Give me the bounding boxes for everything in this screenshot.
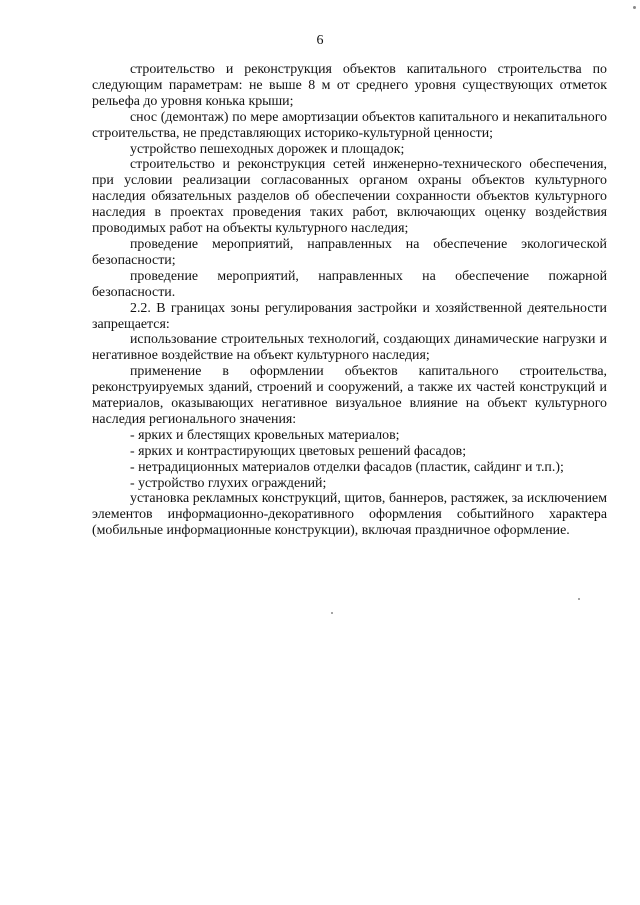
- list-item-facade-colors: - ярких и контрастирующих цветовых решений фасадов;: [130, 443, 467, 459]
- scan-speck: [578, 598, 580, 600]
- paragraph-walkways: устройство пешеходных дорожек и площадок;: [130, 141, 405, 157]
- page-number: 6: [316, 33, 324, 48]
- paragraph-advertising: установка рекламных конструкций, щитов, баннеров, растяжек, за исключением элементов информационно-декоративного оформления событийного характера (мобильные информационные конструкции), включая праздничное оформление.: [92, 491, 607, 539]
- paragraph-building-technologies: использование строительных технологий, создающих динамические нагрузки и негативное воздействие на объект культурного наследия;: [92, 332, 607, 364]
- paragraph-section-2-2: 2.2. В границах зоны регулирования застройки и хозяйственной деятельности запрещается:: [92, 300, 607, 332]
- list-item-solid-fences: - устройство глухих ограждений;: [130, 475, 327, 491]
- paragraph-ecological-safety: проведение мероприятий, направленных на обеспечение экологической безопасности;: [92, 236, 607, 268]
- list-item-facade-materials: - нетрадиционных материалов отделки фасадов (пластик, сайдинг и т.п.);: [130, 459, 564, 475]
- paragraph-materials-usage: применение в оформлении объектов капитального строительства, реконструируемых зданий, строений и сооружений, а также их частей конструкций и материалов, оказывающих негативное визуальное влияние на объект культурного наследия регионального значения:: [92, 364, 607, 427]
- paragraph-fire-safety: проведение мероприятий, направленных на обеспечение пожарной безопасности.: [92, 268, 607, 300]
- document-body: [92, 62, 607, 539]
- paragraph-demolition: снос (демонтаж) по мере амортизации объектов капитального и некапитального строительства, не представляющих историко-культурной ценности;: [92, 109, 607, 141]
- scan-speck: [331, 612, 333, 614]
- scan-speck: [633, 6, 636, 9]
- list-item-roofing: - ярких и блестящих кровельных материалов;: [130, 427, 400, 443]
- paragraph-construction-parameters: строительство и реконструкция объектов капитального строительства по следующим параметрам: не выше 8 м от среднего уровня существующих отметок рельефа до уровня конька крыши;: [92, 62, 607, 109]
- paragraph-engineering-networks: строительство и реконструкция сетей инженерно-технического обеспечения, при условии реализации согласованных органом охраны объектов культурного наследия обязательных разделов об обеспечении сохранности объектов культурного наследия в проектах проведения таких работ, включающих оценку воздействия проводимых работ на объекты культурного наследия;: [92, 157, 607, 237]
